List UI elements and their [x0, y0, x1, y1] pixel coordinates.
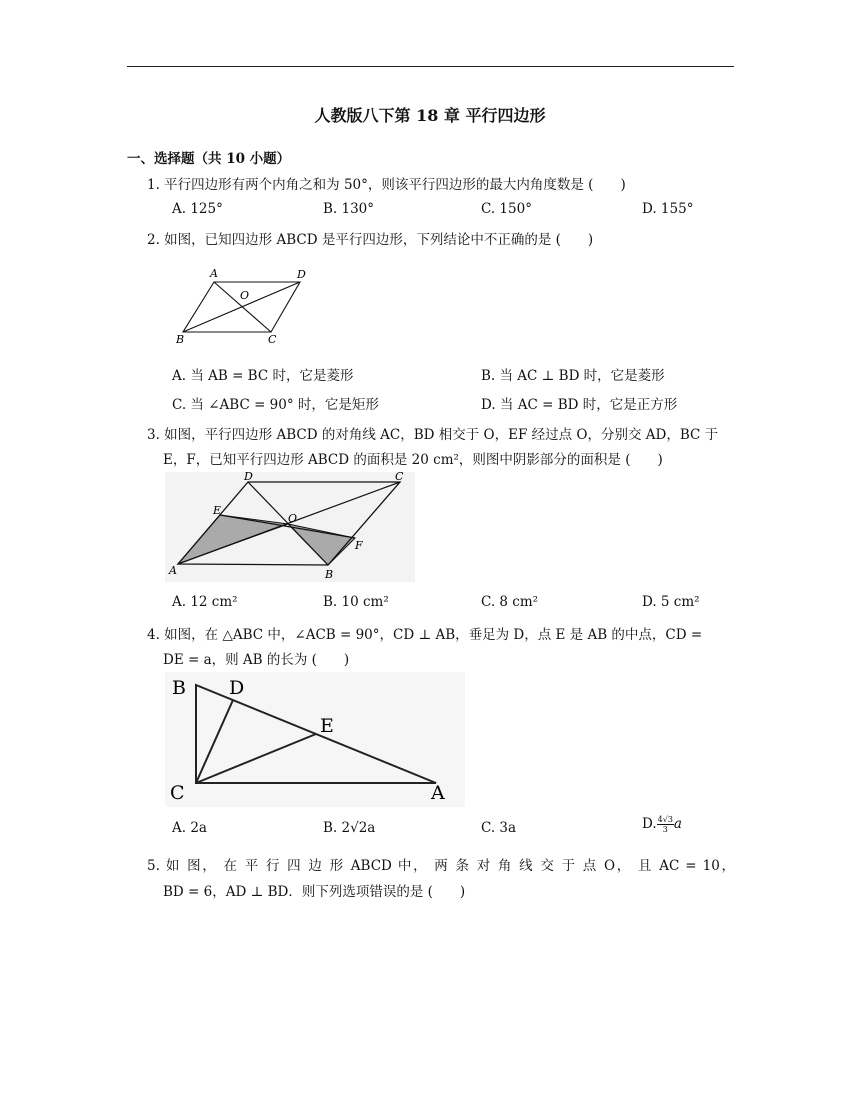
q4-option-d-numerator: 4√3: [657, 815, 673, 824]
q4-option-b[interactable]: B. 2√2a: [323, 820, 376, 836]
q4-option-c[interactable]: C. 3a: [481, 820, 517, 836]
q3-option-b[interactable]: B. 10 cm²: [323, 594, 389, 610]
page-title: 人教版八下第 18 章 平行四边形: [314, 106, 546, 125]
q3-label-f: F: [355, 539, 363, 552]
q4-label-b: B: [172, 677, 186, 699]
q3-label-b: B: [325, 568, 334, 581]
q2-option-c[interactable]: C. 当 ∠ABC = 90° 时，它是矩形: [172, 397, 379, 413]
q2-label-a: A: [210, 267, 218, 280]
section-heading: 一、选择题（共 10 小题）: [127, 151, 291, 167]
q3-label-e: E: [213, 504, 222, 517]
q3-option-c[interactable]: C. 8 cm²: [481, 594, 539, 610]
question-4-line1: 4. 如图，在 △ABC 中，∠ACB = 90°，CD ⊥ AB，垂足为 D，点 E 是 AB 的中点，CD =: [147, 627, 703, 643]
q2-label-c: C: [268, 333, 277, 346]
question-5-line1: 5. 如 图， 在 平 行 四 边 形 ABCD 中， 两 条 对 角 线 交 于 点 O， 且 AC = 10，: [147, 858, 735, 874]
q4-option-a[interactable]: A. 2a: [172, 820, 207, 836]
q4-right-triangle-figure: [165, 672, 465, 807]
question-4-options: [172, 815, 732, 842]
question-2-text: 2. 如图，已知四边形 ABCD 是平行四边形，下列结论中不正确的是 ( ): [147, 232, 594, 248]
q3-label-o: O: [288, 512, 298, 525]
q2-option-d[interactable]: D. 当 AC = BD 时，它是正方形: [481, 397, 678, 413]
q3-shaded-parallelogram-figure: [165, 472, 415, 582]
q1-option-b[interactable]: B. 130°: [323, 201, 375, 217]
question-3-line2: E，F，已知平行四边形 ABCD 的面积是 20 cm²，则图中阴影部分的面积是 ( ): [163, 452, 663, 468]
question-1-options: [172, 201, 732, 223]
q4-option-d-denominator: 3: [662, 825, 668, 834]
q1-option-a[interactable]: A. 125°: [172, 201, 223, 217]
q3-label-c: C: [395, 472, 404, 483]
q3-option-a[interactable]: A. 12 cm²: [172, 594, 238, 610]
q2-option-a[interactable]: A. 当 AB = BC 时，它是菱形: [172, 368, 354, 384]
q2-option-b[interactable]: B. 当 AC ⊥ BD 时，它是菱形: [481, 368, 665, 384]
question-4-line2: DE = a，则 AB 的长为 ( ): [163, 652, 350, 668]
q3-label-a: A: [169, 564, 177, 577]
q4-option-d-fraction: [657, 815, 674, 834]
q1-option-c[interactable]: C. 150°: [481, 201, 532, 217]
q2-parallelogram-figure: [170, 264, 320, 346]
q1-option-d[interactable]: D. 155°: [642, 201, 694, 217]
q4-option-d[interactable]: [642, 815, 682, 834]
q2-label-d: D: [297, 268, 306, 281]
q4-label-c: C: [170, 782, 185, 804]
q4-label-a: A: [431, 782, 445, 804]
q4-label-e: E: [320, 715, 334, 737]
question-1-text: 1. 平行四边形有两个内角之和为 50°，则该平行四边形的最大内角度数是 ( ): [147, 177, 626, 193]
question-3-line1: 3. 如图，平行四边形 ABCD 的对角线 AC，BD 相交于 O，EF 经过点 O，分别交 AD，BC 于: [147, 427, 719, 443]
q4-label-d: D: [229, 677, 245, 699]
q2-label-b: B: [176, 333, 185, 346]
question-3-options: [172, 594, 732, 616]
q2-label-o: O: [240, 289, 250, 302]
q3-label-d: D: [244, 472, 253, 483]
question-2-options-row2: [172, 393, 732, 415]
header-rule: [127, 66, 734, 67]
question-5-line2: BD = 6，AD ⊥ BD．则下列选项错误的是 ( ): [163, 884, 466, 900]
question-2-options-row1: [172, 364, 732, 386]
q4-option-d-variable: a: [673, 816, 682, 832]
q3-option-d[interactable]: D. 5 cm²: [642, 594, 700, 610]
q4-option-d-prefix: D.: [642, 816, 657, 832]
